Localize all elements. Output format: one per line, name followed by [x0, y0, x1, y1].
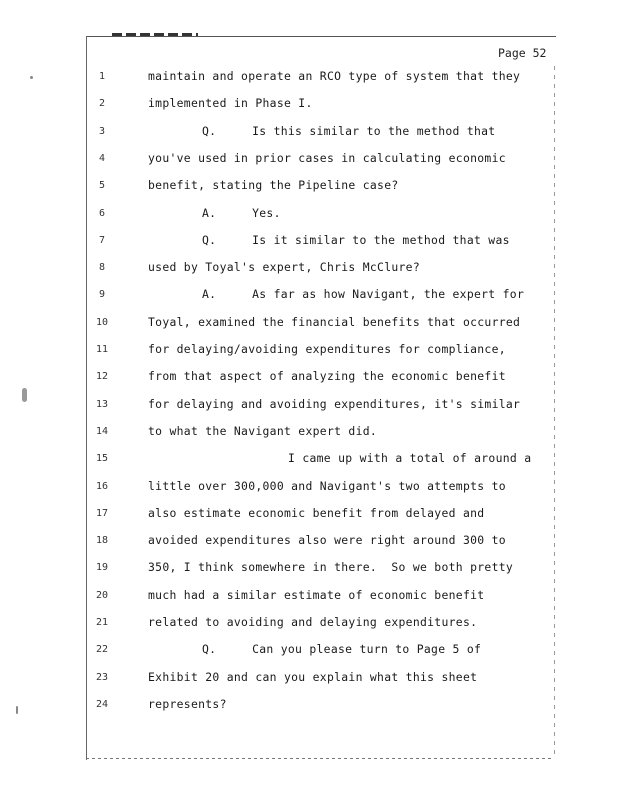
transcript-line: [0, 696, 618, 716]
line-number: 1: [98, 71, 106, 82]
transcript-line: [0, 123, 618, 143]
line-number: 23: [95, 671, 109, 683]
line-text: Q. Is it similar to the method that was: [202, 232, 510, 247]
line-number: 13: [95, 398, 109, 410]
line-text: Exhibit 20 and can you explain what this sheet: [148, 669, 478, 684]
transcript-line: [0, 450, 618, 470]
line-number: 12: [95, 371, 109, 383]
page-border-top: [86, 36, 556, 37]
scan-mark: [22, 388, 27, 402]
transcript-line: [0, 396, 618, 416]
line-text: Toyal, examined the financial benefits that occurred: [148, 314, 521, 329]
line-number: 11: [95, 344, 109, 355]
transcript-line: [0, 532, 618, 552]
transcript-line: [0, 205, 618, 225]
line-number: 9: [98, 289, 106, 301]
line-text: much had a similar estimate of economic benefit: [148, 587, 485, 602]
line-text: also estimate economic benefit from delayed and: [148, 505, 485, 520]
transcript-line: [0, 341, 618, 361]
line-number: 8: [98, 262, 106, 274]
line-number: 4: [98, 152, 106, 164]
line-number: 10: [95, 316, 109, 328]
line-number: 5: [98, 180, 106, 192]
line-number: 2: [98, 98, 106, 110]
header-rule: [112, 33, 198, 36]
scan-mark: [30, 76, 33, 79]
line-number: 6: [98, 207, 106, 219]
transcript-line: [0, 314, 618, 334]
line-number: 3: [98, 125, 106, 137]
line-text: for delaying and avoiding expenditures, it's similar: [148, 396, 521, 411]
line-text: implemented in Phase I.: [148, 96, 313, 111]
line-text: Q. Is this similar to the method that: [202, 123, 496, 138]
line-number: 17: [95, 507, 109, 519]
line-number: 18: [95, 535, 109, 547]
line-text: I came up with a total of around a: [288, 451, 532, 466]
transcript-line: [0, 478, 618, 498]
transcript-line: [0, 368, 618, 388]
line-text: for delaying/avoiding expenditures for compliance,: [148, 342, 506, 356]
line-text: A. As far as how Navigant, the expert for: [202, 287, 525, 302]
transcript-line: [0, 150, 618, 170]
transcript-line: [0, 232, 618, 252]
transcript-line: [0, 505, 618, 525]
line-text: to what the Navigant expert did.: [148, 423, 378, 438]
line-text: from that aspect of analyzing the economic benefit: [148, 369, 506, 384]
line-number: 19: [95, 562, 109, 574]
transcript-line: [0, 641, 618, 661]
page-number: Page 52: [498, 46, 547, 60]
transcript-line: [0, 95, 618, 115]
transcript-line: [0, 68, 618, 88]
line-number: 15: [95, 453, 109, 465]
line-text: avoided expenditures also were right around 300 to: [148, 533, 506, 548]
line-number: 21: [95, 617, 109, 628]
line-text: represents?: [148, 696, 227, 711]
line-number: 14: [95, 425, 109, 437]
transcript-line: [0, 669, 618, 689]
line-text: 350, I think somewhere in there. So we both pretty: [148, 560, 514, 575]
transcript-line: [0, 587, 618, 607]
line-text: benefit, stating the Pipeline case?: [148, 178, 399, 193]
transcript-line: [0, 614, 618, 634]
page-border-bottom: [86, 758, 554, 759]
line-text: little over 300,000 and Navigant's two attempts to: [148, 478, 506, 493]
transcript-line: [0, 286, 618, 306]
line-text: related to avoiding and delaying expenditures.: [148, 615, 478, 629]
line-number: 20: [95, 589, 109, 601]
line-text: you've used in prior cases in calculating economic: [148, 150, 506, 165]
line-text: Q. Can you please turn to Page 5 of: [202, 642, 482, 657]
line-text: A. Yes.: [202, 205, 281, 220]
line-number: 16: [95, 480, 109, 492]
transcript-line: [0, 423, 618, 443]
line-number: 22: [95, 644, 109, 656]
line-number: 24: [95, 698, 109, 710]
line-text: used by Toyal's expert, Chris McClure?: [148, 260, 420, 275]
transcript-line: [0, 177, 618, 197]
transcript-line: [0, 259, 618, 279]
line-text: maintain and operate an RCO type of system that they: [148, 69, 521, 83]
line-number: 7: [98, 234, 106, 246]
transcript-line: [0, 559, 618, 579]
scan-mark: [16, 706, 18, 714]
